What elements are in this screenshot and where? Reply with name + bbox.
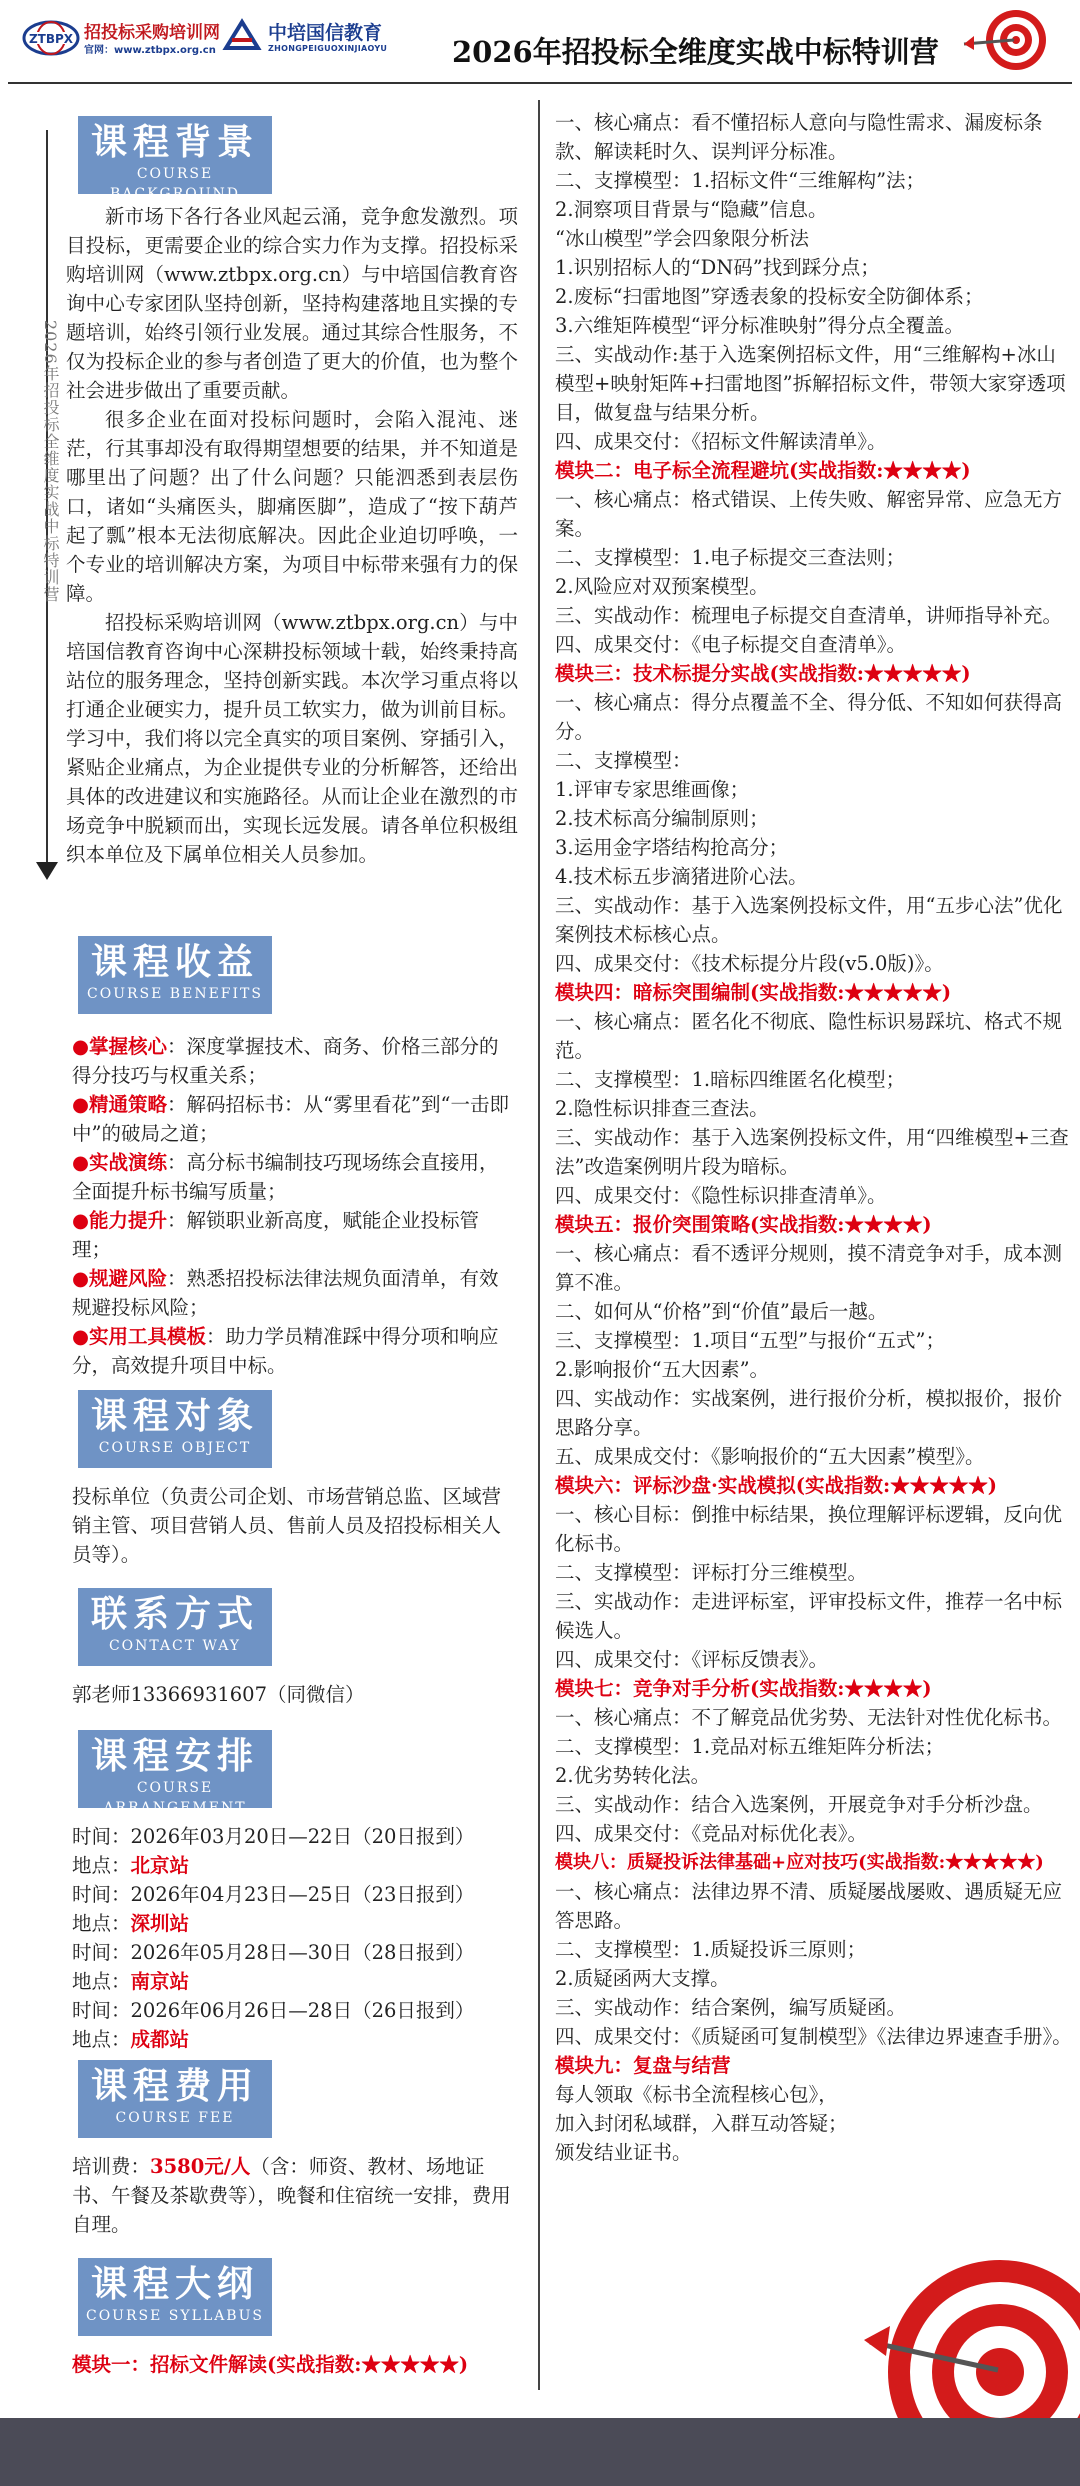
- section-header-contact: [78, 1588, 272, 1666]
- syllabus-line: 二、支撑模型：1.质疑投诉三原则；: [555, 1938, 867, 1961]
- syllabus-line: 四、成果交付：《招标文件解读清单》。: [555, 430, 887, 453]
- syllabus-line: 一、核心痛点：匿名化不彻底、隐性标识易踩坑、格式不规范。: [555, 1010, 1063, 1062]
- bullet-dot-icon: ●: [72, 1325, 90, 1348]
- schedule-time: 时间：2026年05月28日—30日（28日报到）: [72, 1941, 475, 1964]
- syllabus-line: 二、支撑模型：1.竞品对标五维矩阵分析法；: [555, 1735, 945, 1758]
- benefit-text: ：解码招标书：从“雾里看花”到“一击即中”的破局之道；: [72, 1093, 509, 1145]
- section-title-cn: 联系方式: [90, 1593, 259, 1635]
- syllabus-line: 1.评审专家思维画像；: [555, 778, 750, 801]
- syllabus-line: 三、实战动作：走进评标室，评审投标文件，推荐一名中标候选人。: [555, 1590, 1063, 1642]
- section-title-cn: 课程大纲: [90, 2263, 259, 2305]
- syllabus-line: 2.洞察项目背景与“隐藏”信息。: [555, 198, 828, 221]
- schedule-time: 时间：2026年06月26日—28日（26日报到）: [72, 1999, 475, 2022]
- benefit-item: [72, 1206, 512, 1264]
- section-header-benefits: [78, 936, 272, 1014]
- benefit-keyword: 实用工具模板: [89, 1325, 207, 1348]
- syllabus-line: 三、实战动作：结合入选案例，开展竞争对手分析沙盘。: [555, 1793, 1043, 1816]
- syllabus-line: 1.识别招标人的“DN码”找到踩分点；: [555, 256, 880, 279]
- city-name: 深圳站: [130, 1912, 190, 1935]
- section-title-cn: 课程费用: [90, 2065, 259, 2107]
- module-title: 模块五：报价突围策略(实战指数:★★★★): [555, 1213, 932, 1236]
- benefits-list: [72, 1032, 512, 1380]
- syllabus-line: 一、核心痛点：看不透评分规则，摸不清竞争对手，成本测算不准。: [555, 1242, 1063, 1294]
- syllabus-line: 四、成果交付：《质疑函可复制模型》《法律边界速查手册》。: [555, 2025, 1072, 2048]
- benefit-item: [72, 1264, 512, 1322]
- syllabus-line: 四、成果交付：《竞品对标优化表》。: [555, 1822, 868, 1845]
- benefit-item: [72, 1322, 512, 1380]
- dart-target-icon: [960, 6, 1050, 74]
- bullet-dot-icon: ●: [72, 1035, 90, 1058]
- syllabus-line: 加入封闭私域群，入群互动答疑；: [555, 2112, 848, 2135]
- ztbpx-logo-url: 官网：www.ztbpx.org.cn: [84, 45, 216, 56]
- city-name: 成都站: [130, 2028, 190, 2051]
- syllabus-line: 2.影响报价“五大因素”。: [555, 1358, 770, 1381]
- benefit-text: ：解锁职业新高度，赋能企业投标管理；: [72, 1209, 480, 1261]
- object-text: 投标单位（负责公司企划、市场营销总监、区域营销主管、项目营销人员、售前人员及招投标相关人员等）。: [72, 1485, 502, 1566]
- benefit-text: ：助力学员精准踩中得分项和响应分，高效提升项目中标。: [72, 1325, 499, 1377]
- schedule-time: 时间：2026年03月20日—22日（20日报到）: [72, 1825, 475, 1848]
- zhongpei-logo-pinyin: ZHONGPEIGUOXINJIAOYU: [268, 44, 388, 53]
- background-paragraph: 招投标采购培训网（www.ztbpx.org.cn）与中培国信教育咨询中心深耕投标领域十载，始终秉持高站位的服务理念，坚持创新实践。本次学习重点将以打通企业硬实力，提升员工软实力，做为训前目标。学习中，我们将以完全真实的项目案例、穿插引入，紧贴企业痛点，为企业提供专业的分析解答，还给出具体的改进建议和实施路径。从而让企业在激烈的市场竞争中脱颖而出，实现长远发展。请各单位积极组织本单位及下属单位相关人员参加。: [66, 611, 518, 866]
- syllabus-line: 四、实战动作：实战案例，进行报价分析，模拟报价，报价思路分享。: [555, 1387, 1063, 1439]
- down-arrow-icon: [36, 862, 58, 880]
- fee-detail: （含：师资、教材、场地证书、午餐及茶歇费等），晚餐和住宿统一安排，费用自理。: [72, 2155, 511, 2236]
- section-title-en: COURSE FEE: [115, 2110, 235, 2126]
- section-title-en: COURSE SYLLABUS: [85, 2308, 264, 2324]
- syllabus-line: 一、核心痛点：不了解竞品优劣势、无法针对性优化标书。: [555, 1706, 1063, 1729]
- module-title: 模块三：技术标提分实战(实战指数:★★★★★): [555, 662, 971, 685]
- benefit-item: [72, 1148, 512, 1206]
- syllabus-line: 二、支撑模型：1.招标文件“三维解构”法；: [555, 169, 926, 192]
- zhongpei-logo-title: 中培国信教育: [268, 22, 383, 44]
- section-header-fee: [78, 2060, 272, 2138]
- section-title-cn: 课程收益: [90, 941, 259, 983]
- module-title: 模块一：招标文件解读(实战指数:★★★★★): [72, 2353, 469, 2376]
- fee-text: [72, 2152, 512, 2239]
- section-title-cn: 课程安排: [90, 1735, 259, 1777]
- bullet-dot-icon: ●: [72, 1093, 90, 1116]
- syllabus-line: “冰山模型”学会四象限分析法: [555, 227, 809, 250]
- syllabus-line: 一、核心痛点：得分点覆盖不全、得分低、不知如何获得高分。: [555, 691, 1063, 743]
- schedule-time: 时间：2026年04月23日—25日（23日报到）: [72, 1883, 475, 1906]
- syllabus-line: 3.六维矩阵模型“评分标准映射”得分点全覆盖。: [555, 314, 965, 337]
- benefit-keyword: 实战演练: [89, 1151, 168, 1174]
- syllabus-line: 二、支撑模型：1.电子标提交三查法则；: [555, 546, 906, 569]
- schedule-list: [72, 1822, 512, 2054]
- bullet-dot-icon: ●: [72, 1267, 90, 1290]
- city-name: 北京站: [130, 1854, 190, 1877]
- city-name: 南京站: [130, 1970, 190, 1993]
- syllabus-right-column: [555, 108, 1073, 2167]
- schedule-place: [72, 2025, 512, 2054]
- background-paragraph: 新市场下各行各业风起云涌，竞争愈发激烈。项目投标，更需要企业的综合实力作为支撑。招投标采购培训网（www.ztbpx.org.cn）与中培国信教育咨询中心专家团队坚持创新，坚持构建落地且实操的专题培训，始终引领行业发展。通过其综合性服务，不仅为投标企业的参与者创造了更大的价值，也为整个社会进步做出了重要贡献。: [66, 205, 518, 402]
- place-label: 地点：: [72, 2028, 131, 2051]
- module-title: 模块二：电子标全流程避坑(实战指数:★★★★): [555, 459, 971, 482]
- syllabus-line: 三、实战动作：梳理电子标提交自查清单，讲师指导补充。: [555, 604, 1063, 627]
- section-title-en: COURSE ARRANGEMENT: [103, 1780, 247, 1816]
- benefit-item: [72, 1032, 512, 1090]
- section-title-en: COURSE OBJECT: [98, 1440, 252, 1456]
- syllabus-line: 颁发结业证书。: [555, 2141, 692, 2164]
- bullet-dot-icon: ●: [72, 1151, 90, 1174]
- module-title: 模块六：评标沙盘·实战模拟(实战指数:★★★★★): [555, 1474, 997, 1497]
- ztbpx-logo-title: 招投标采购培训网: [84, 23, 220, 43]
- schedule-place: [72, 1909, 512, 1938]
- place-label: 地点：: [72, 1970, 131, 1993]
- syllabus-line: 一、核心痛点：看不懂招标人意向与隐性需求、漏废标条款、解读耗时久、误判评分标准。: [555, 111, 1043, 163]
- side-vertical-title: 2026年招投标全维度实战中标特训营: [41, 320, 60, 603]
- benefit-text: ：深度掌握技术、商务、价格三部分的得分技巧与权重关系；: [72, 1035, 499, 1087]
- schedule-place: [72, 1851, 512, 1880]
- module-title: 模块七：竞争对手分析(实战指数:★★★★): [555, 1677, 932, 1700]
- syllabus-line: 三、实战动作:基于入选案例招标文件，用“三维解构+冰山模型+映射矩阵+扫雷地图”拆解招标文件，带领大家穿透项目，做复盘与结果分析。: [555, 343, 1066, 424]
- syllabus-line: 3.运用金字塔结构抢高分；: [555, 836, 789, 859]
- syllabus-line: 三、实战动作：基于入选案例投标文件，用“五步心法”优化案例技术标核心点。: [555, 894, 1063, 946]
- benefit-text: ：熟悉招投标法律法规负面清单，有效规避投标风险；: [72, 1267, 499, 1319]
- syllabus-line: 2.废标“扫雷地图”穿透表象的投标安全防御体系；: [555, 285, 984, 308]
- syllabus-line: 四、成果交付：《评标反馈表》。: [555, 1648, 829, 1671]
- syllabus-line: 一、核心目标：倒推中标结果，换位理解评标逻辑，反向优化标书。: [555, 1503, 1063, 1555]
- syllabus-line: 三、实战动作：基于入选案例投标文件，用“四维模型+三查法”改造案例明片段为暗标。: [555, 1126, 1069, 1178]
- section-title-en: COURSE BENEFITS: [87, 986, 263, 1002]
- syllabus-line: 二、支撑模型：1.暗标四维匿名化模型；: [555, 1068, 906, 1091]
- section-header-background: [78, 116, 272, 202]
- syllabus-line: 四、成果交付：《电子标提交自查清单》。: [555, 633, 907, 656]
- syllabus-line: 一、核心痛点：格式错误、上传失败、解密异常、应急无方案。: [555, 488, 1063, 540]
- benefit-keyword: 规避风险: [89, 1267, 168, 1290]
- benefit-keyword: 能力提升: [89, 1209, 168, 1232]
- syllabus-line: 2.优劣势转化法。: [555, 1764, 711, 1787]
- bottom-band: [0, 2418, 1080, 2486]
- bullet-dot-icon: ●: [72, 1209, 90, 1232]
- background-text: [66, 202, 518, 869]
- syllabus-line: 四、成果交付：《隐性标识排查清单》。: [555, 1184, 887, 1207]
- syllabus-line: 2.风险应对双预案模型。: [555, 575, 769, 598]
- syllabus-line: 四、成果交付：《技术标提分片段(v5.0版)》。: [555, 952, 944, 975]
- background-paragraph: 很多企业在面对投标问题时，会陷入混沌、迷茫，行其事却没有取得期望想要的结果，并不知道是哪里出了问题？出了什么问题？只能泗悉到表层伤口，诸如“头痛医头，脚痛医脚”，造成了“按下葫芦起了瓢”根本无法彻底解决。因此企业迫切呼唤，一个专业的培训解决方案，为项目中标带来强有力的保障。: [66, 408, 518, 605]
- syllabus-line: 三、支撑模型：1.项目“五型”与报价“五式”；: [555, 1329, 945, 1352]
- contact-text: 郭老师13366931607（同微信）: [72, 1683, 365, 1706]
- syllabus-line: 2.技术标高分编制原则；: [555, 807, 769, 830]
- schedule-place: [72, 1967, 512, 1996]
- section-header-syllabus: [78, 2258, 272, 2336]
- syllabus-line: 2.隐性标识排查三查法。: [555, 1097, 769, 1120]
- section-header-object: [78, 1390, 272, 1468]
- fee-price: 3580元/人: [150, 2155, 251, 2178]
- place-label: 地点：: [72, 1912, 131, 1935]
- syllabus-line: 二、如何从“价格”到“价值”最后一越。: [555, 1300, 888, 1323]
- section-title-en: CONTACT WAY: [108, 1638, 242, 1654]
- section-title-en: COURSE BACKGROUND: [109, 166, 241, 202]
- benefit-keyword: 精通策略: [89, 1093, 168, 1116]
- syllabus-line: 五、成果成交付：《影响报价的“五大因素”模型》。: [555, 1445, 985, 1468]
- syllabus-line: 三、实战动作：结合案例，编写质疑函。: [555, 1996, 907, 2019]
- section-title-cn: 课程背景: [90, 121, 259, 163]
- syllabus-line: 4.技术标五步滴猪进阶心法。: [555, 865, 808, 888]
- module-title: 模块九：复盘与结营: [555, 2054, 731, 2077]
- section-header-arrangement: [78, 1730, 272, 1816]
- syllabus-line: 一、核心痛点：法律边界不清、质疑屡战屡败、遇质疑无应答思路。: [555, 1880, 1063, 1932]
- place-label: 地点：: [72, 1854, 131, 1877]
- section-title-cn: 课程对象: [90, 1395, 259, 1437]
- syllabus-line: 二、支撑模型：: [555, 749, 692, 772]
- benefit-item: [72, 1090, 512, 1148]
- benefit-text: ：高分标书编制技巧现场练会直接用，全面提升标书编写质量；: [72, 1151, 499, 1203]
- module-title: 模块四：暗标突围编制(实战指数:★★★★★): [555, 981, 952, 1004]
- svg-text:ZTBPX: ZTBPX: [28, 32, 74, 46]
- syllabus-line: 每人领取《标书全流程核心包》，: [555, 2083, 838, 2106]
- page-title: 2026年招投标全维度实战中标特训营: [452, 35, 939, 69]
- syllabus-line: 二、支撑模型：评标打分三维模型。: [555, 1561, 868, 1584]
- module-title: 模块八：质疑投诉法律基础+应对技巧(实战指数:★★★★★): [555, 1852, 1044, 1873]
- benefit-keyword: 掌握核心: [89, 1035, 168, 1058]
- syllabus-line: 2.质疑函两大支撑。: [555, 1967, 730, 1990]
- fee-label: 培训费：: [72, 2155, 151, 2178]
